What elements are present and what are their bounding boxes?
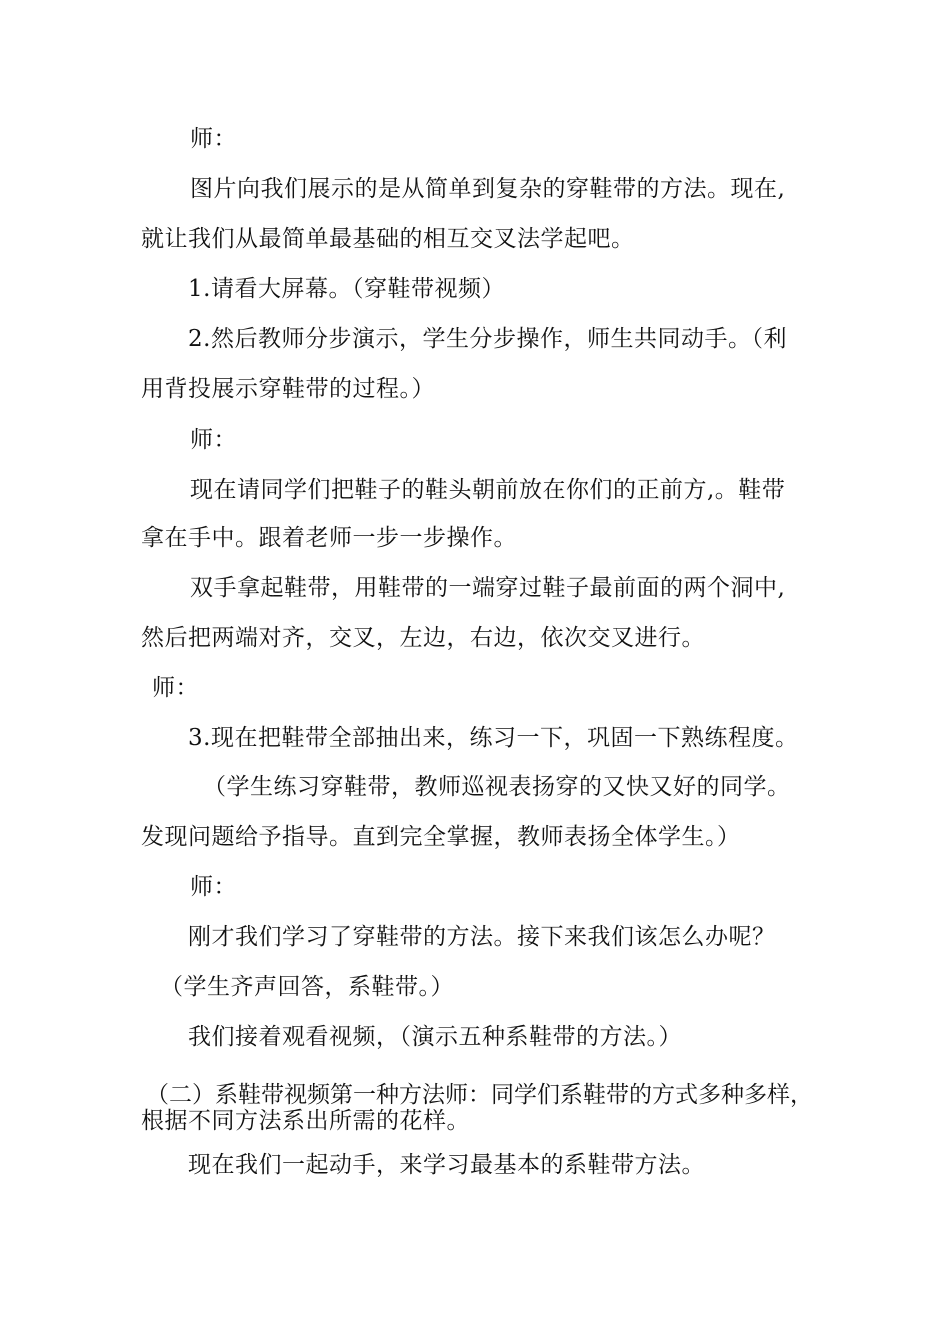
text-line: 拿在手中。跟着老师一步一步操作。 (141, 525, 517, 551)
text-line: 1.请看大屏幕。（穿鞋带视频） (188, 276, 505, 302)
text-line: 用背投展示穿鞋带的过程。） (141, 376, 435, 402)
text-line: 2.然后教师分步演示，学生分步操作，师生共同动手。（利 (188, 326, 787, 352)
text-line: 现在请同学们把鞋子的鞋头朝前放在你们的正前方,。鞋带 (190, 477, 786, 503)
text-line: 发现问题给予指导。直到完全掌握，教师表扬全体学生。） (141, 824, 741, 850)
text-line: 双手拿起鞋带，用鞋带的一端穿过鞋子最前面的两个洞中, (190, 575, 786, 601)
text-line: 师： (190, 427, 237, 453)
text-line: 根据不同方法系出所需的花样。 (141, 1108, 470, 1134)
text-line: 刚才我们学习了穿鞋带的方法。接下来我们该怎么办呢？ (188, 924, 776, 950)
text-line: 就让我们从最简单最基础的相互交叉法学起吧。 (141, 226, 635, 252)
text-line: 师： (190, 126, 237, 152)
text-line: 图片向我们展示的是从简单到复杂的穿鞋带的方法。现在, (190, 176, 786, 202)
text-line: （二）系鞋带视频第一种方法师：同学们系鞋带的方式多种多样， (146, 1082, 813, 1108)
text-line: （学生齐声回答，系鞋带。） (160, 974, 454, 1000)
text-line: （学生练习穿鞋带，教师巡视表扬穿的又快又好的同学。 (203, 774, 791, 800)
text-line: 师： (190, 874, 237, 900)
text-line: 然后把两端对齐，交叉，左边，右边，依次交叉进行。 (141, 625, 705, 651)
text-line: 3.现在把鞋带全部抽出来，练习一下，巩固一下熟练程度。 (188, 725, 799, 751)
text-line: 我们接着观看视频，（演示五种系鞋带的方法。） (188, 1024, 682, 1050)
text-line: 现在我们一起动手，来学习最基本的系鞋带方法。 (188, 1152, 705, 1178)
text-line: 师： (152, 675, 199, 701)
